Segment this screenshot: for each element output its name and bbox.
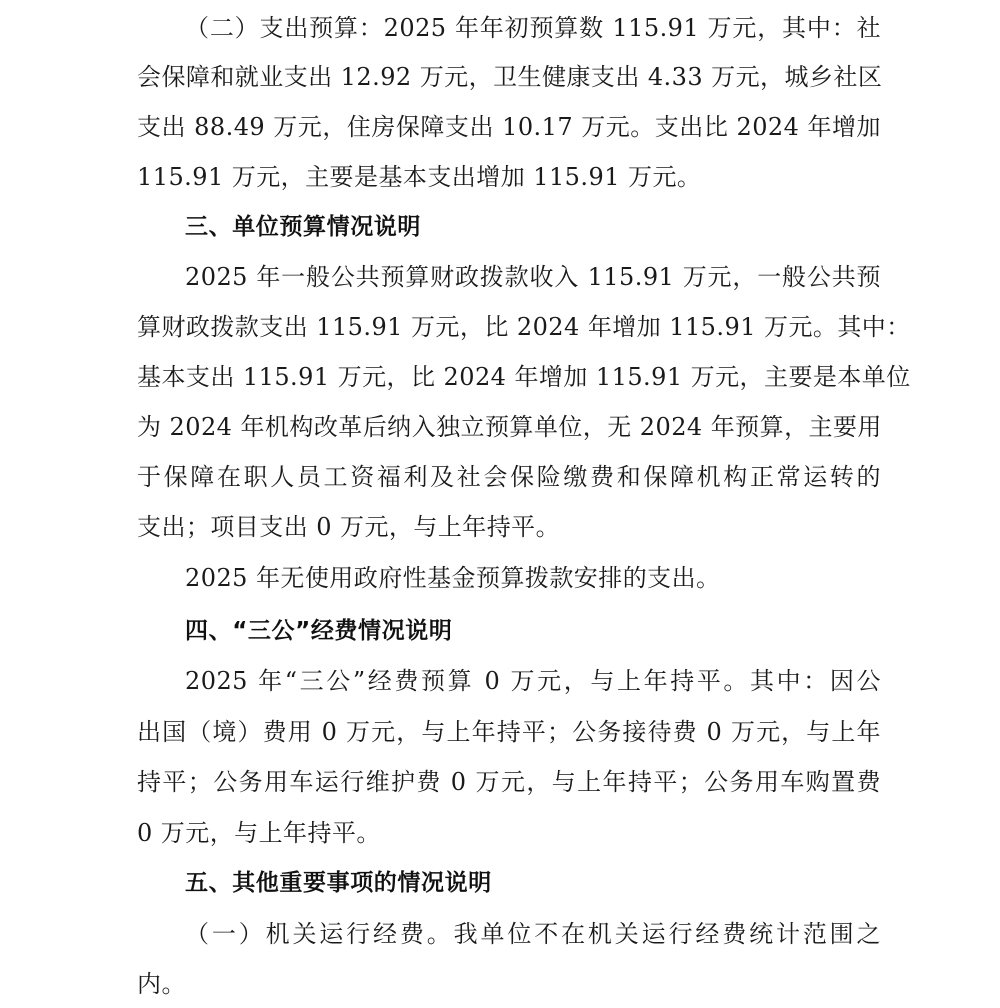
section3-para1-line-4: 为 2024 年机构改革后纳入独立预算单位，无 2024 年预算，主要用 — [137, 413, 882, 441]
section3-para2: 2025 年无使用政府性基金预算拨款安排的支出。 — [185, 564, 721, 592]
section4-line-3: 持平；公务用车运行维护费 0 万元，与上年持平；公务用车购置费 — [137, 768, 881, 796]
section3-para1-line-1: 2025 年一般公共预算财政拨款收入 115.91 万元，一般公共预 — [185, 263, 881, 291]
section2-line-2: 会保障和就业支出 12.92 万元，卫生健康支出 4.33 万元，城乡社区 — [137, 63, 883, 91]
section4-line-2: 出国（境）费用 0 万元，与上年持平；公务接待费 0 万元，与上年 — [137, 718, 881, 746]
section2-line-3: 支出 88.49 万元，住房保障支出 10.17 万元。支出比 2024 年增加 — [137, 113, 881, 141]
section3-para1-line-2: 算财政拨款支出 115.91 万元，比 2024 年增加 115.91 万元。其中： — [137, 313, 911, 341]
section4-line-1: 2025 年“三公”经费预算 0 万元，与上年持平。其中：因公 — [185, 667, 881, 695]
section5-heading: 五、其他重要事项的情况说明 — [185, 870, 492, 896]
section4-line-4: 0 万元，与上年持平。 — [137, 819, 381, 847]
section3-para1-line-6: 支出；项目支出 0 万元，与上年持平。 — [137, 513, 561, 541]
section2-line-1: （二）支出预算：2025 年年初预算数 115.91 万元，其中：社 — [185, 14, 881, 42]
section3-para1-line-5: 于保障在职人员工资福利及社会保险缴费和保障机构正常运转的 — [137, 463, 881, 491]
section5-line-2: 内。 — [137, 970, 186, 998]
section2-line-4: 115.91 万元，主要是基本支出增加 115.91 万元。 — [137, 163, 702, 191]
section3-heading: 三、单位预算情况说明 — [185, 214, 421, 240]
section3-para1-line-3: 基本支出 115.91 万元，比 2024 年增加 115.91 万元，主要是本单位 — [137, 363, 911, 391]
section5-line-1: （一）机关运行经费。我单位不在机关运行经费统计范围之 — [185, 920, 881, 948]
section4-heading: 四、“三公”经费情况说明 — [185, 618, 453, 644]
